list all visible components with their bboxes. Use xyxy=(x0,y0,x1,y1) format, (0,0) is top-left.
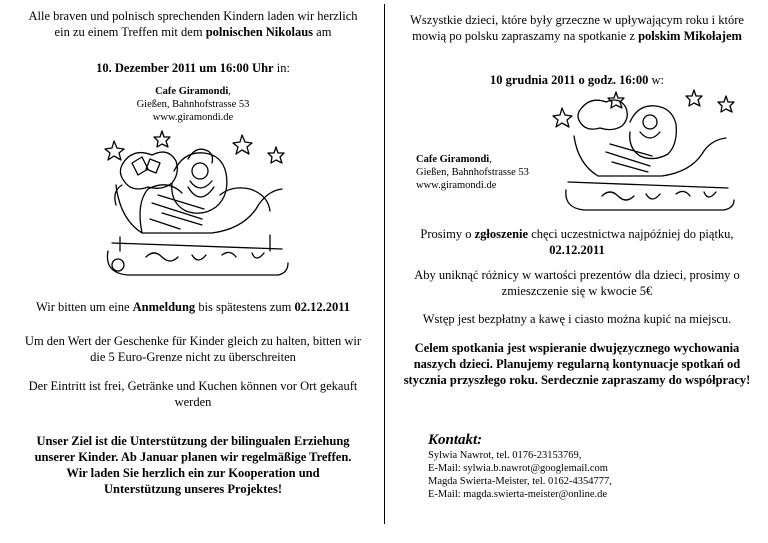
column-divider xyxy=(384,4,385,524)
german-signup-bold: Anmeldung xyxy=(132,300,196,314)
polish-signup-mid: chęci uczestnictwa najpóźniej do piątku, xyxy=(528,227,734,241)
contact-heading: Kontakt: xyxy=(428,432,483,448)
german-intro-text: Alle braven und polnisch sprechenden Kindern laden wir herzlich ein zu einem Treffen mit dem xyxy=(28,9,358,39)
contact-line: Sylwia Nawrot, tel. 0176-23153769, xyxy=(428,450,582,461)
contact-line: Magda Swierta-Meister, tel. 0162-4354777, xyxy=(428,476,612,487)
polish-intro xyxy=(402,12,752,44)
german-venue-web: www.giramondi.de xyxy=(152,112,234,123)
german-intro xyxy=(20,8,366,40)
german-intro-bold: polnischen Nikolaus xyxy=(205,25,314,39)
polish-goal: Celem spotkania jest wspieranie dwujęzycznego wychowania naszych dzieci. Planujemy regularną kontynuacje spotkań od stycznia przyszłego roku. Serdecznie zapraszamy do współpracy! xyxy=(403,341,751,387)
polish-intro-text: Wszystkie dzieci, które były grzeczne w upływającym roku i które mowią po polsku zapraszamy na spotkanie z xyxy=(410,13,744,43)
german-date-bold: 10. Dezember 2011 um 16:00 Uhr xyxy=(96,61,274,75)
polish-date-suffix: w: xyxy=(648,73,664,87)
santa-sleigh-illustration-left xyxy=(102,125,292,287)
polish-gifts: Aby uniknąć różnicy w wartości prezentów dla dzieci, prosimy o zmieszczenie się w kwocie 5€ xyxy=(414,268,740,298)
polish-signup-date: 02.12.2011 xyxy=(549,243,605,257)
german-venue-comma: , xyxy=(228,86,231,97)
polish-venue-name: Cafe Giramondi xyxy=(416,154,490,165)
polish-signup-text: Prosimy o xyxy=(420,227,475,241)
german-date-suffix: in: xyxy=(273,61,290,75)
german-signup-text: Wir bitten um eine xyxy=(35,300,133,314)
german-goal: Unser Ziel ist die Unterstützung der bilingualen Erziehung unserer Kinder. Ab Januar planen wir regelmäßige Treffen. Wir laden Sie herzlich ein zur Kooperation und Unterstützung unseres Projektes! xyxy=(34,434,352,496)
polish-venue xyxy=(416,153,566,192)
german-date xyxy=(20,60,366,76)
german-entry: Der Eintritt ist frei, Getränke und Kuchen können vor Ort gekauft werden xyxy=(28,379,358,409)
german-signup-mid: bis spätestens zum xyxy=(195,300,295,314)
german-venue-address: Gießen, Bahnhofstrasse 53 xyxy=(136,99,250,110)
polish-signup-bold: zgłoszenie xyxy=(474,227,529,241)
polish-venue-comma: , xyxy=(489,154,492,165)
contact-list xyxy=(428,449,748,501)
contact-email-link[interactable]: E-Mail: magda.swierta-meister@online.de xyxy=(428,489,608,500)
contact-email-link[interactable]: E-Mail: sylwia.b.nawrot@googlemail.com xyxy=(428,463,608,474)
german-gifts: Um den Wert der Geschenke für Kinder gleich zu halten, bitten wir die 5 Euro-Grenze nicht zu überschreiten xyxy=(24,334,362,364)
german-signup xyxy=(20,299,366,315)
polish-column xyxy=(386,0,768,543)
polish-entry: Wstęp jest bezpłatny a kawę i ciasto można kupić na miejscu. xyxy=(422,312,732,326)
santa-sleigh-illustration-right xyxy=(546,86,746,222)
polish-venue-web: www.giramondi.de xyxy=(416,180,497,191)
german-intro-end: am xyxy=(313,25,332,39)
german-venue xyxy=(70,85,316,124)
german-signup-date: 02.12.2011 xyxy=(294,300,351,314)
polish-signup xyxy=(402,226,752,258)
polish-venue-address: Gießen, Bahnhofstrasse 53 xyxy=(416,167,529,178)
polish-date-bold: 10 grudnia 2011 o godz. 16:00 xyxy=(490,73,649,87)
german-venue-name: Cafe Giramondi xyxy=(155,86,229,97)
polish-intro-bold: polskim Mikołajem xyxy=(638,29,742,43)
